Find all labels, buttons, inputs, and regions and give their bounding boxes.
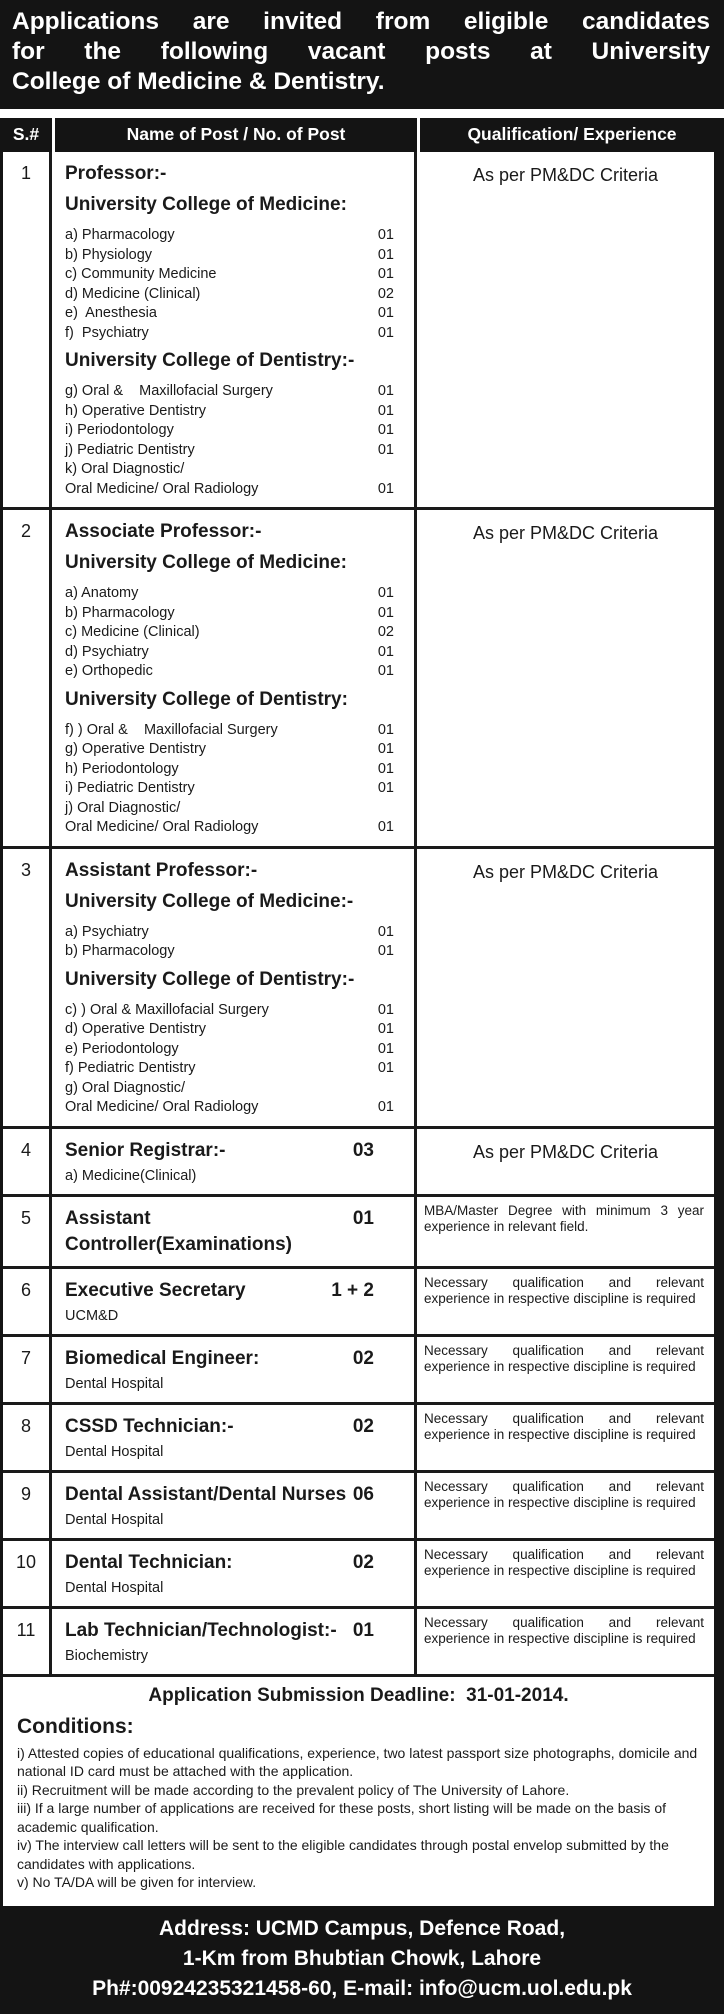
section-heading: University College of Dentistry: [65, 688, 348, 710]
post-item [65, 226, 414, 246]
address-line: Ph#:00924235321458-60, E-mail: info@ucm.uol.edu.pk [92, 1976, 632, 2000]
table-row [3, 1606, 714, 1674]
qualification-cell: Necessary qualification and relevant experience in respective discipline is required [424, 1342, 704, 1374]
post-title-line [65, 1346, 414, 1372]
qualification-cell: As per PM&DC Criteria [472, 861, 659, 882]
ad-title-banner [0, 0, 724, 109]
table-body [0, 152, 724, 1906]
serial-number: 2 [3, 510, 52, 846]
post-item [65, 421, 414, 441]
post-name: CSSD Technician:- [65, 1415, 234, 1437]
item-count: 01 [377, 422, 394, 438]
post-item [65, 285, 414, 305]
section-heading: University College of Dentistry:- [65, 968, 355, 990]
post-item [65, 1040, 414, 1060]
qualification-cell: Necessary qualification and relevant experience in respective discipline is required [424, 1614, 704, 1646]
item-label: i) Periodontology [65, 422, 174, 438]
item-count [364, 460, 394, 480]
serial-number: 7 [3, 1337, 52, 1402]
condition-item: ii) Recruitment will be made according to the prevalent policy of The University of Lahore. [17, 1781, 570, 1798]
item-label: e) Orthopedic [65, 663, 153, 679]
post-title-line [65, 161, 414, 187]
item-count: 01 [377, 819, 394, 835]
item-label: h) Operative Dentistry [65, 402, 207, 419]
item-label: j) Pediatric Dentistry [65, 441, 195, 458]
table-row [3, 1126, 714, 1194]
table-row [3, 1470, 714, 1538]
conditions-section [3, 1709, 714, 1906]
post-count: 1 + 2 [331, 1279, 374, 1301]
item-count: 01 [377, 760, 394, 777]
qualification-cell: As per PM&DC Criteria [472, 523, 659, 543]
item-label: e) Periodontology [65, 1040, 179, 1057]
item-count: 01 [377, 227, 394, 243]
item-label: i) Pediatric Dentistry [65, 780, 195, 796]
post-subtitle: Dental Hospital [65, 1579, 164, 1596]
serial-number: 9 [3, 1473, 52, 1538]
post-count: 03 [352, 1139, 374, 1161]
qualification-cell: Necessary qualification and relevant experience in respective discipline is required [424, 1274, 704, 1306]
post-name: Senior Registrar:- [65, 1139, 226, 1161]
post-title-line [65, 519, 414, 545]
post-name: Dental Technician: [65, 1551, 233, 1573]
qualification-cell: As per PM&DC Criteria [472, 165, 659, 185]
post-name: Executive Secretary [65, 1279, 246, 1301]
column-header-qualification: Qualification/ Experience [417, 118, 724, 152]
item-label: g) Operative Dentistry [65, 741, 207, 757]
item-label: b) Physiology [65, 246, 153, 263]
post-name: Lab Technician/Technologist:- [65, 1619, 337, 1641]
post-item [65, 942, 414, 962]
ad-title-line: Applications are invited from eligible candidates [12, 8, 710, 35]
condition-item: iv) The interview call letters will be sent to the eligible candidates through postal envelop submitted by the candidates with applications. [17, 1837, 669, 1872]
post-count: 01 [352, 1619, 374, 1641]
item-label: a) Pharmacology [65, 227, 175, 243]
post-cell [52, 849, 417, 1126]
serial-number: 3 [3, 849, 52, 1126]
post-cell [52, 1609, 417, 1674]
conditions-heading: Conditions: [17, 1714, 134, 1738]
item-label: h) Periodontology [65, 760, 179, 777]
post-subtitle: Dental Hospital [65, 1375, 164, 1392]
table-row [3, 846, 714, 1126]
post-name: Professor:- [65, 163, 167, 184]
item-label: Oral Medicine/ Oral Radiology [65, 1099, 259, 1115]
table-header-row [0, 118, 724, 152]
address-line: 1-Km from Bhubtian Chowk, Lahore [182, 1946, 542, 1970]
qualification-cell: Necessary qualification and relevant experience in respective discipline is required [424, 1410, 704, 1442]
post-item [65, 246, 414, 266]
post-title-line [65, 1550, 414, 1576]
item-label: b) Pharmacology [65, 943, 175, 959]
post-count: 06 [352, 1483, 374, 1505]
post-cell [52, 510, 417, 846]
post-cell [52, 1129, 417, 1194]
item-count: 01 [377, 604, 394, 621]
qualification-cell: Necessary qualification and relevant experience in respective discipline is required [424, 1546, 704, 1578]
qualification-cell: Necessary qualification and relevant experience in respective discipline is required [424, 1478, 704, 1510]
serial-number: 6 [3, 1269, 52, 1334]
item-count: 01 [377, 402, 394, 419]
item-label: c) ) Oral & Maxillofacial Surgery [65, 1001, 269, 1018]
column-header-post: Name of Post / No. of Post [52, 118, 417, 152]
serial-number: 5 [3, 1197, 52, 1266]
post-title-line [65, 1278, 414, 1304]
post-name: Assistant Professor:- [65, 859, 258, 881]
serial-number: 4 [3, 1129, 52, 1194]
post-count: 01 [352, 1207, 374, 1229]
post-item [65, 643, 414, 663]
table-row [3, 1194, 714, 1266]
post-item [65, 441, 414, 461]
item-label: f) Psychiatry [65, 324, 149, 341]
post-cell [52, 152, 417, 507]
post-count: 02 [352, 1415, 374, 1437]
post-item [65, 923, 414, 943]
post-item [65, 382, 414, 402]
item-label: d) Operative Dentistry [65, 1021, 207, 1037]
post-subtitle: Dental Hospital [65, 1511, 164, 1528]
item-count: 01 [377, 943, 394, 959]
item-count: 01 [377, 1099, 394, 1115]
post-item [65, 760, 414, 780]
post-cell [52, 1337, 417, 1402]
post-subtitle: UCM&D [65, 1307, 119, 1324]
post-item [65, 721, 414, 741]
item-count: 01 [377, 480, 394, 497]
item-count: 01 [377, 585, 394, 601]
divider-gap [0, 109, 724, 118]
post-item [65, 324, 414, 344]
post-item [65, 584, 414, 604]
item-label: Oral Medicine/ Oral Radiology [65, 480, 259, 497]
address-banner [0, 1906, 724, 2014]
post-title-line [65, 858, 414, 884]
table-row [3, 1402, 714, 1470]
post-title-line [65, 1482, 414, 1508]
ad-title-line: for the following vacant posts at University [12, 38, 710, 65]
post-item [65, 779, 414, 799]
post-item [65, 623, 414, 643]
item-count: 01 [377, 923, 394, 940]
serial-number: 1 [3, 152, 52, 507]
post-item [65, 604, 414, 624]
item-count [364, 1079, 394, 1099]
post-item [65, 818, 414, 838]
condition-item: v) No TA/DA will be given for interview. [17, 1874, 257, 1890]
qualification-cell: As per PM&DC Criteria [472, 1141, 659, 1162]
post-title-line [65, 1618, 414, 1644]
address-line: Address: UCMD Campus, Defence Road, [158, 1916, 566, 1940]
item-label: f) ) Oral & Maxillofacial Surgery [65, 721, 278, 738]
section-heading: University College of Medicine: [65, 194, 347, 215]
post-title-line [65, 1138, 414, 1164]
post-subtitle: Dental Hospital [65, 1443, 164, 1460]
post-count: 02 [352, 1347, 374, 1369]
serial-number: 11 [3, 1609, 52, 1674]
serial-number: 10 [3, 1541, 52, 1606]
post-item [65, 1059, 414, 1079]
item-count: 01 [377, 721, 394, 738]
post-name: Assistant Controller(Examinations) [65, 1207, 292, 1255]
item-count [364, 799, 394, 819]
table-row [3, 1266, 714, 1334]
post-item [65, 662, 414, 682]
post-item [65, 799, 414, 819]
item-count: 01 [377, 663, 394, 679]
post-title-line [65, 1206, 414, 1258]
post-item [65, 1079, 414, 1099]
item-label: f) Pediatric Dentistry [65, 1060, 196, 1076]
item-label: k) Oral Diagnostic/ [65, 461, 185, 477]
item-count: 01 [377, 324, 394, 341]
item-count: 01 [377, 643, 394, 660]
post-cell [52, 1197, 417, 1266]
qualification-cell: MBA/Master Degree with minimum 3 year experience in relevant field. [424, 1202, 704, 1234]
item-label: b) Pharmacology [65, 604, 175, 621]
item-label: c) Medicine (Clinical) [65, 624, 200, 640]
post-cell [52, 1269, 417, 1334]
item-count: 02 [377, 624, 394, 640]
item-label: d) Psychiatry [65, 643, 149, 660]
serial-number: 8 [3, 1405, 52, 1470]
table-row [3, 152, 714, 507]
ad-title-line: College of Medicine & Dentistry. [12, 68, 385, 95]
post-name: Associate Professor:- [65, 521, 262, 542]
post-item [65, 304, 414, 324]
table-row [3, 1538, 714, 1606]
item-count: 01 [377, 1021, 394, 1037]
table-rows [3, 152, 714, 1674]
post-cell [52, 1405, 417, 1470]
item-label: g) Oral Diagnostic/ [65, 1079, 186, 1096]
condition-item: i) Attested copies of educational qualifications, experience, two latest passport size photographs, domicile and national ID card must be attached with the application. [17, 1744, 698, 1779]
item-label: d) Medicine (Clinical) [65, 285, 201, 302]
column-header-serial: S.# [12, 124, 40, 144]
item-label: e) Anesthesia [65, 305, 157, 321]
item-label: c) Community Medicine [65, 266, 217, 282]
item-count: 01 [377, 1060, 394, 1076]
post-subtitle: Biochemistry [65, 1647, 148, 1664]
post-count: 02 [352, 1551, 374, 1573]
post-item [65, 1020, 414, 1040]
post-item [65, 460, 414, 480]
item-label: j) Oral Diagnostic/ [65, 799, 181, 816]
section-heading: University College of Dentistry:- [65, 350, 355, 371]
post-cell [52, 1541, 417, 1606]
item-count: 01 [377, 383, 394, 399]
item-label: g) Oral & Maxillofacial Surgery [65, 383, 273, 399]
section-heading: University College of Medicine:- [65, 890, 354, 912]
item-count: 01 [377, 266, 394, 282]
item-count: 01 [377, 441, 394, 458]
item-count: 01 [377, 1040, 394, 1057]
post-item [65, 402, 414, 422]
item-label: Oral Medicine/ Oral Radiology [65, 819, 259, 835]
item-count: 01 [377, 305, 394, 321]
post-subtitle: a) Medicine(Clinical) [65, 1167, 197, 1184]
item-label: a) Anatomy [65, 585, 139, 601]
item-count: 01 [377, 1001, 394, 1018]
item-label: a) Psychiatry [65, 923, 149, 940]
post-item [65, 740, 414, 760]
post-item [65, 1098, 414, 1118]
table-row [3, 507, 714, 846]
post-item [65, 265, 414, 285]
post-title-line [65, 1414, 414, 1440]
post-item [65, 1001, 414, 1021]
post-cell [52, 1473, 417, 1538]
item-count: 01 [377, 741, 394, 757]
item-count: 01 [377, 246, 394, 263]
item-count: 01 [377, 780, 394, 796]
section-heading: University College of Medicine: [65, 552, 347, 573]
post-name: Biomedical Engineer: [65, 1347, 260, 1369]
table-row [3, 1334, 714, 1402]
post-item [65, 480, 414, 500]
item-count: 02 [377, 285, 394, 302]
application-deadline: Application Submission Deadline: 31-01-2014. [3, 1674, 714, 1709]
condition-item: iii) If a large number of applications are received for these posts, short listing will be made on the basis of academic qualification. [17, 1800, 666, 1835]
post-name: Dental Assistant/Dental Nurses [65, 1483, 347, 1505]
